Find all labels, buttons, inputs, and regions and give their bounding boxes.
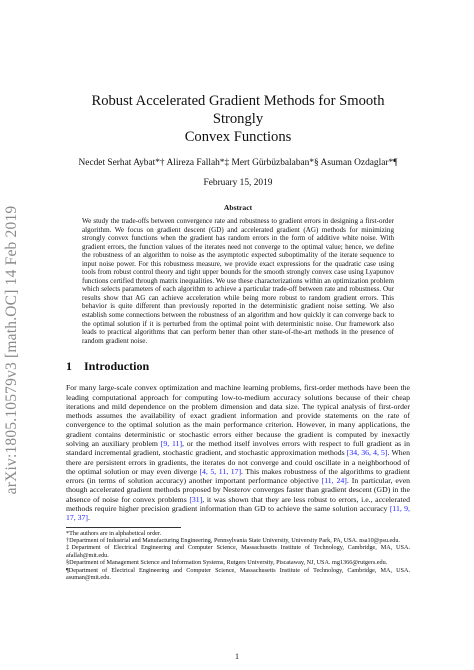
author-list: Necdet Serhat Aybat*† Alireza Fallah*‡ Mert Gürbüzbalaban*§ Asuman Ozdaglar*¶ (78, 158, 398, 168)
arxiv-identifier-text: arXiv:1805.10579v3 [math.OC] 14 Feb 2019 (3, 205, 20, 495)
section-heading (66, 359, 410, 374)
intro-text-6: , it was shown that they are less robust to errors, i.e., accelerated methods require higher precision gradient information than GD to achieve the same solution accuracy (66, 494, 410, 514)
abstract-body: We study the trade-offs between convergence rate and robustness to gradient errors in designing a first-order algorithm. We focus on gradient descent (GD) and accelerated gradient (AG) methods for minimizing strongly convex functions when the gradient has random errors in the form of additive white noise. With gradient errors, the function values of the iterates need not converge to the optimal value; hence, we define the robustness of an algorithm to noise as the asymptotic expected suboptimality of the iterate sequence to input noise power. For this robustness measure, we provide exact expressions for the quadratic case using tools from robust control theory and tight upper bounds for the smooth strongly convex case using Lyapunov functions certified through matrix inequalities. We use these characterizations within an optimization problem which selects parameters of each algorithm to achieve a particular trade-off between rate and robustness. Our results show that AG can achieve acceleration while being more robust to random gradient errors. This behavior is quite different than previously reported in the deterministic gradient noise setting. We also establish some connections between the robustness of an algorithm and how quickly it can converge back to the optimal solution if it is perturbed from the optimal point with deterministic noise. Our framework also leads to practical algorithms that can perform better than other state-of-the-art methods in the presence of random gradient noise. (82, 217, 394, 345)
footnote: §Department of Management Science and Information Systems, Rutgers University, Piscataway, NJ, USA. mg1366@rutgers.edu. (66, 559, 388, 567)
page-number: 1 (235, 652, 239, 661)
publication-date: February 15, 2019 (203, 178, 273, 188)
abstract-heading: Abstract (223, 203, 253, 212)
citation-link[interactable]: [4, 5, 11, 17] (199, 466, 242, 476)
paper-page (66, 92, 410, 582)
title-line-2: Convex Functions (184, 129, 292, 145)
citation-link[interactable]: [34, 36, 4, 5] (346, 448, 388, 458)
section-number: 1 (66, 359, 72, 374)
citation-link[interactable]: [31] (189, 494, 203, 504)
intro-text-4: . This makes robustness of the algorithms to gradient errors (in terms of solution accuracy) another important performance objective (66, 466, 410, 486)
footnote: ‡Department of Electrical Engineering and Computer Science, Massachusetts Institute of Technology, Cambridge, MA, USA. afallah@mit.edu. (66, 544, 410, 559)
footnote: †Department of Industrial and Manufacturing Engineering, Pennsylvania State University, University Park, PA, USA. nsa10@psu.edu. (66, 537, 400, 545)
intro-text-3: . When there are persistent errors in gradients, the iterates do not converge and could oscillate in a neighborhood of the optimal solution or may even diverge (66, 448, 410, 476)
section-title: Introduction (84, 359, 150, 374)
footnote: *The authors are in alphabetical order. (66, 529, 162, 537)
citation-link[interactable]: [11, 9, 17, 37] (66, 504, 410, 523)
citation-link[interactable]: [9, 11] (160, 438, 183, 448)
intro-text-2: , or the method itself involves errors with respect to full gradient as in standard incremental gradient, stochastic gradient, and stochastic approximation methods (66, 438, 411, 458)
arxiv-identifier-stamp (2, 200, 22, 500)
title-line-1: Robust Accelerated Gradient Methods for Smooth Strongly (91, 93, 385, 127)
intro-text-7: . (87, 513, 90, 523)
citation-link[interactable]: [11, 24] (321, 476, 347, 486)
intro-text-1: For many large-scale convex optimization and machine learning problems, first-order methods have been the leading computational approach for computing low-to-medium accuracy solutions because of their cheap iterations and mild dependence on the problem dimension and data size. The typical analysis of first-order methods assumes the availability of exact gradient information and provide statements on the rate of convergence to the optimal solution as the main performance criterion. However, in many applications, the gradient contains deterministic or stochastic errors either because the gradient is computed by inexactly solving an auxiliary problem (66, 383, 410, 448)
footnote-list (66, 530, 410, 582)
intro-paragraph (66, 383, 410, 522)
paper-title (66, 92, 410, 146)
footnote: ¶Department of Electrical Engineering and Computer Science, Massachusetts Institute of Technology, Cambridge, MA, USA. asuman@mit.edu. (66, 566, 410, 582)
intro-text-5: . In particular, even though accelerated gradient methods proposed by Nesterov converges faster than gradient descent (GD) in the absence of noise for convex problems (66, 476, 411, 504)
